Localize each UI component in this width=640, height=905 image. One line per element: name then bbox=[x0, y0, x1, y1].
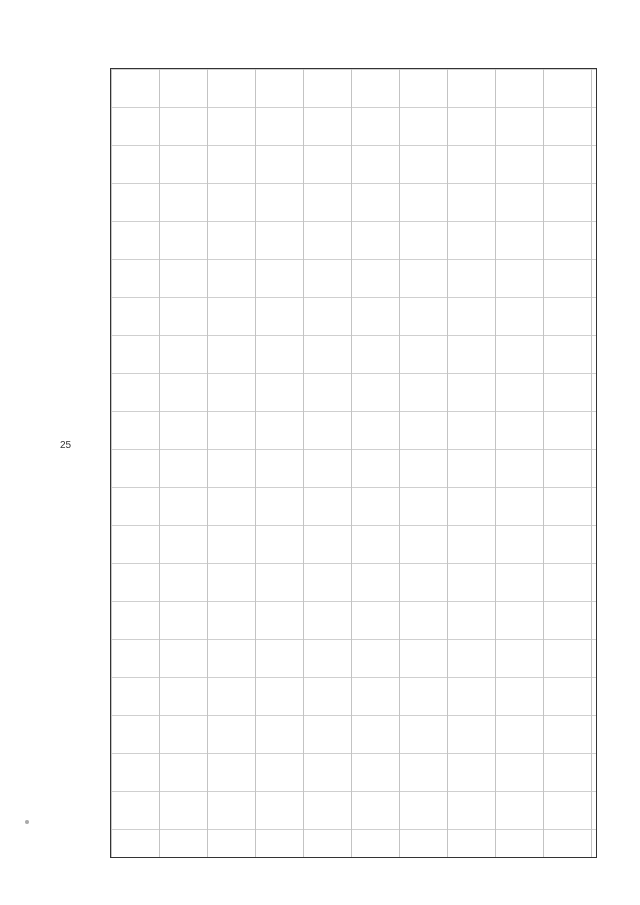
scan-mark bbox=[25, 820, 29, 824]
page-number: 25 bbox=[60, 440, 72, 451]
table-gridlines bbox=[111, 69, 596, 857]
rotated-data-table bbox=[110, 68, 597, 858]
